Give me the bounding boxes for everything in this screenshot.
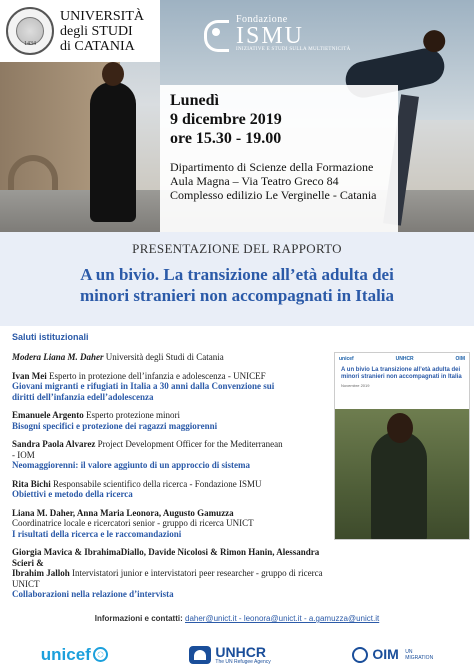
program-list — [12, 332, 330, 608]
event-time: ore 15.30 - 19.00 — [170, 130, 282, 147]
globe-icon — [93, 647, 108, 662]
cover-photo — [335, 409, 470, 540]
ismu-logo: Fondazione ISMU INIZIATIVE E STUDI SULLA MULTIETNICITÀ — [200, 14, 351, 52]
moderator-line: Modera Liana M. Daher Università degli Studi di Catania — [12, 352, 224, 362]
contact-emails[interactable]: daher@unict.it - leonora@unict.it - a.gamuzza@unict.it — [185, 614, 380, 623]
oim-globe-icon — [352, 647, 368, 663]
report-kicker: PRESENTAZIONE DEL RAPPORTO — [132, 241, 342, 256]
cover-title: A un bivio La transizione all’età adulta dei minori stranieri non accompagnati in Italia — [341, 367, 462, 380]
university-seal-icon: 1434 — [6, 7, 54, 55]
cover-date: Novembre 2019 — [341, 383, 370, 388]
boy-figure — [371, 431, 427, 540]
ismu-mark-icon — [200, 18, 230, 48]
walking-person-figure — [90, 82, 136, 222]
program-item: Ivan Mei Esperto in protezione dell’infanzia e adolescenza - UNICEF Giovani migranti e rifugiati in Italia a 30 anni dalla Convenzione sui diritti dell’infanzia edell’adolescenza — [12, 370, 275, 402]
oim-logo: OIM UN MIGRATION — [352, 646, 433, 664]
unhcr-hands-icon — [189, 646, 211, 664]
unict-logo: 1434 UNIVERSITÀ degli STUDI di CATANIA — [0, 0, 160, 62]
hero-banner — [0, 0, 474, 232]
contacts-line: Informazioni e contatti: daher@unict.it - leonora@unict.it - a.gamuzza@unict.it — [94, 614, 380, 623]
unhcr-logo: UNHCR The UN Refugee Agency — [189, 645, 270, 665]
event-info-panel — [160, 85, 398, 232]
program-item: Rita Bichi Responsabile scientifico della ricerca - Fondazione ISMU Obiettivi e metodo della ricerca — [12, 478, 262, 499]
unicef-logo: unicef — [41, 645, 108, 665]
event-venue: Dipartimento di Scienze della Formazione Aula Magna – Via Teatro Greco 84 Complesso edilizio Le Verginelle - Catania — [170, 160, 377, 202]
cover-logos: unicef UNHCR OIM — [339, 356, 465, 362]
program-item: Liana M. Daher, Anna Maria Leonora, Augusto Gamuzza Coordinatrice locale e ricercatori senior - gruppo di ricerca UNICT I risultati della ricerca e le raccomandazioni — [12, 507, 254, 539]
event-date: 9 dicembre 2019 — [170, 111, 282, 128]
title-band — [0, 232, 474, 326]
program-item: Sandra Paola Alvarez Project Development Officer for the Mediterranean - IOM Neomaggiorenni: il valore aggiunto di un approccio di sistema — [12, 439, 283, 470]
program-item: Giorgia Mavica & IbrahimaDiallo, Davide Nicolosi & Rimon Hanin, Alessandra Scieri & Ibrahim Jalloh Intervistatori junior e intervistatori peer researcher - gruppo di ricerca UNICT Collaborazioni nella relazione d’intervista — [12, 547, 323, 599]
program-item: Emanuele Argento Esperto protezione minori Bisogni specifici e protezione dei ragazzi maggiorenni — [12, 410, 218, 431]
event-day: Lunedì — [170, 92, 219, 109]
section-heading: Saluti istituzionali — [12, 332, 89, 342]
report-cover-image — [334, 352, 470, 540]
report-title: A un bivio. La transizione all’età adulta dei minori stranieri non accompagnati in Italia — [79, 265, 395, 305]
partner-logos — [0, 638, 474, 671]
